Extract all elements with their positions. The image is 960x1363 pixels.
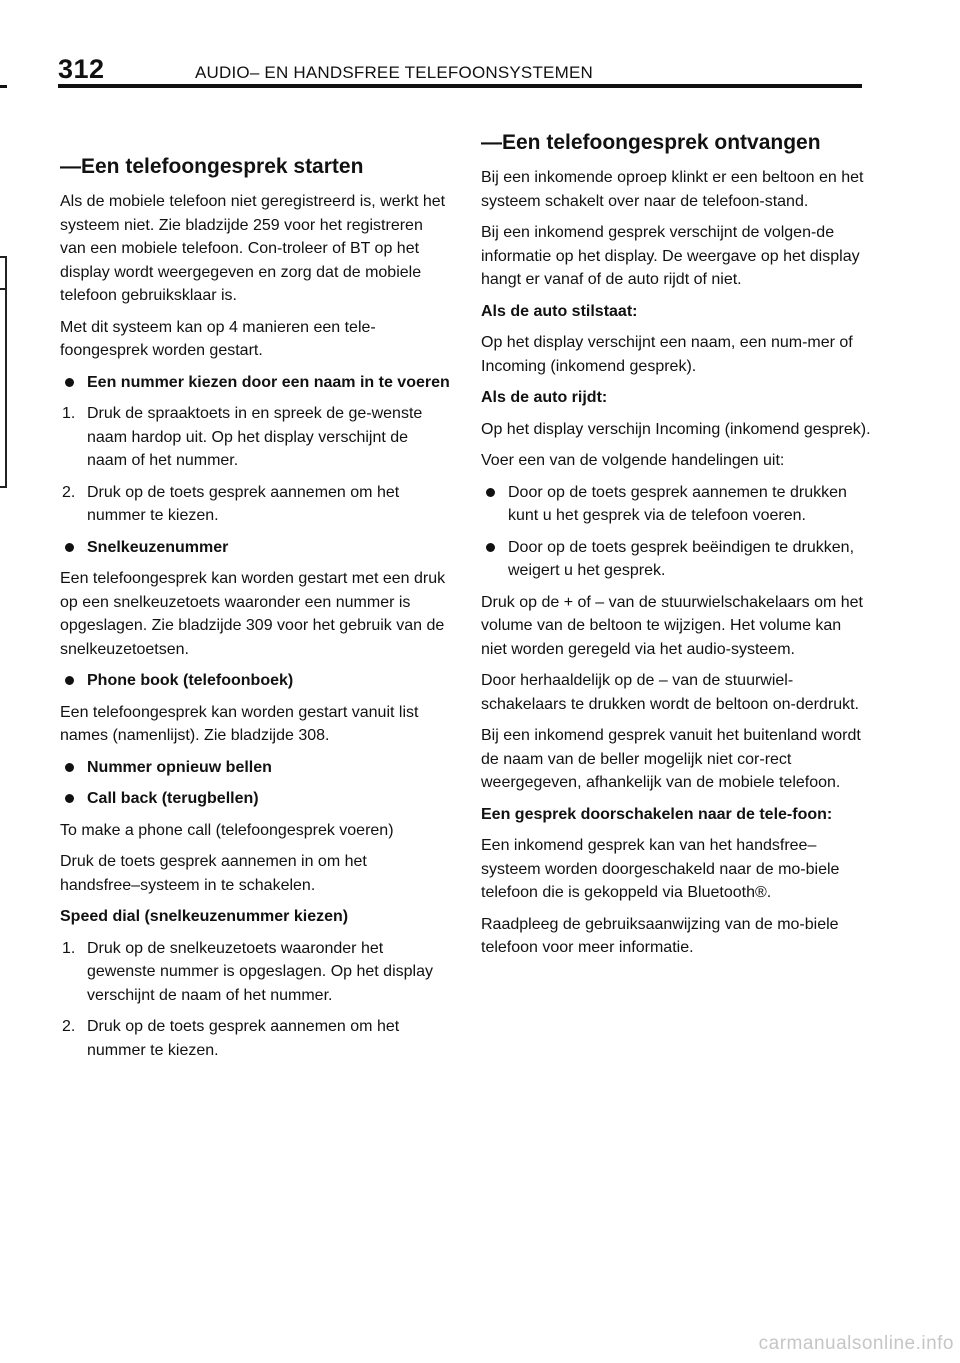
paragraph: Bij een inkomend gesprek verschijnt de volgen-de informatie op het display. De weergave op het display hangt er vanaf of de auto rijdt of niet. <box>481 224 860 288</box>
paragraph: Druk de toets gesprek aannemen in om het handsfree–systeem in te schakelen. <box>60 853 367 894</box>
step-number: 2. <box>62 1018 76 1035</box>
step-item <box>60 481 450 528</box>
bullet-item: Phone book (telefoonboek) <box>60 669 450 693</box>
header-rule <box>58 84 862 88</box>
step-number: 2. <box>62 483 76 501</box>
side-tick <box>0 288 5 290</box>
paragraph: Als de mobiele telefoon niet geregistreerd is, werkt het systeem niet. Zie bladzijde 259 voor het registreren van een mobiele telefoon. Con-troleer of BT op het display wordt weergegeven en zorg dat de mobiele telefoon gebruiksklaar is. <box>60 193 446 304</box>
paragraph: Met dit systeem kan op 4 manieren een tele-foongesprek worden gestart. <box>60 318 376 359</box>
subheading: Als de auto stilstaat: <box>481 302 638 320</box>
bullet-item: Door op de toets gesprek aannemen te drukken kunt u het gesprek via de telefoon voeren. <box>481 481 871 528</box>
step-number: 1. <box>62 939 76 957</box>
side-bracket <box>0 256 7 488</box>
bullet-item: Nummer opnieuw bellen <box>60 756 450 780</box>
paragraph: To make a phone call (telefoongesprek voeren) <box>60 821 394 839</box>
bullet-item: Een nummer kiezen door een naam in te voeren <box>60 371 450 395</box>
step-text: Druk op de snelkeuzetoets waaronder het gewenste nummer is opgeslagen. Op het display verschijnt de naam of het nummer. <box>87 939 433 1004</box>
section-heading-ontvangen: —Een telefoongesprek ontvangen <box>481 131 821 154</box>
paragraph: Druk op de + of – van de stuurwielschakelaars om het volume van de beltoon te wijzigen. Het volume kan niet worden geregeld via het audio-systeem. <box>481 593 863 658</box>
page-number: 312 <box>58 54 105 84</box>
left-column <box>60 130 450 1070</box>
paragraph: Op het display verschijnt een naam, een num-mer of Incoming (inkomend gesprek). <box>481 334 853 375</box>
paragraph: Bij een inkomend gesprek vanuit het buitenland wordt de naam van de beller mogelijk niet cor-rect weergegeven, afhankelijk van de mobiele telefoon. <box>481 727 861 791</box>
paragraph: Raadpleeg de gebruiksaanwijzing van de mo-biele telefoon voor meer informatie. <box>481 915 839 956</box>
paragraph: Een telefoongesprek kan worden gestart vanuit list names (namenlijst). Zie bladzijde 308. <box>60 703 419 744</box>
bullet-item: Snelkeuzenummer <box>60 536 450 560</box>
subheading: Een gesprek doorschakelen naar de tele-foon: <box>481 805 833 823</box>
step-number: 1. <box>62 405 76 422</box>
subheading: Speed dial (snelkeuzenummer kiezen) <box>60 908 349 925</box>
paragraph: Door herhaaldelijk op de – van de stuurwiel-schakelaars te drukken wordt de beltoon on-derdrukt. <box>481 672 859 713</box>
bullet-item: Call back (terugbellen) <box>60 787 450 811</box>
step-text: Druk op de toets gesprek aannemen om het nummer te kiezen. <box>87 483 400 524</box>
right-column <box>481 130 871 968</box>
paragraph: Op het display verschijn Incoming (inkomend gesprek). <box>481 420 871 438</box>
bullet-item: Door op de toets gesprek beëindigen te drukken, weigert u het gesprek. <box>481 536 871 583</box>
edge-mark <box>0 85 7 88</box>
paragraph: Een telefoongesprek kan worden gestart met een druk op een snelkeuzetoets waaronder een nummer is opgeslagen. Zie bladzijde 309 voor het gebruik van de snelkeuzetoetsen. <box>60 570 446 658</box>
step-text: Druk de spraaktoets in en spreek de ge-wenste naam hardop uit. Op het display verschijnt de naam of het nummer. <box>87 405 423 469</box>
subheading: Als de auto rijdt: <box>481 389 608 406</box>
running-title: AUDIO– EN HANDSFREE TELEFOONSYSTEMEN <box>195 63 593 82</box>
section-heading-starten: —Een telefoongesprek starten <box>60 155 364 178</box>
step-item <box>60 402 450 473</box>
step-item <box>60 1015 450 1062</box>
step-item <box>60 937 450 1008</box>
paragraph: Bij een inkomende oproep klinkt er een beltoon en het systeem schakelt over naar de telefoon-stand. <box>481 169 864 210</box>
paragraph: Voer een van de volgende handelingen uit: <box>481 452 785 469</box>
paragraph: Een inkomend gesprek kan van het handsfree– systeem worden doorgeschakeld naar de mo-biele telefoon die is gekoppeld via Bluetooth®. <box>481 837 840 901</box>
watermark: carmanualsonline.info <box>758 1333 954 1354</box>
step-text: Druk op de toets gesprek aannemen om het nummer te kiezen. <box>87 1018 400 1059</box>
